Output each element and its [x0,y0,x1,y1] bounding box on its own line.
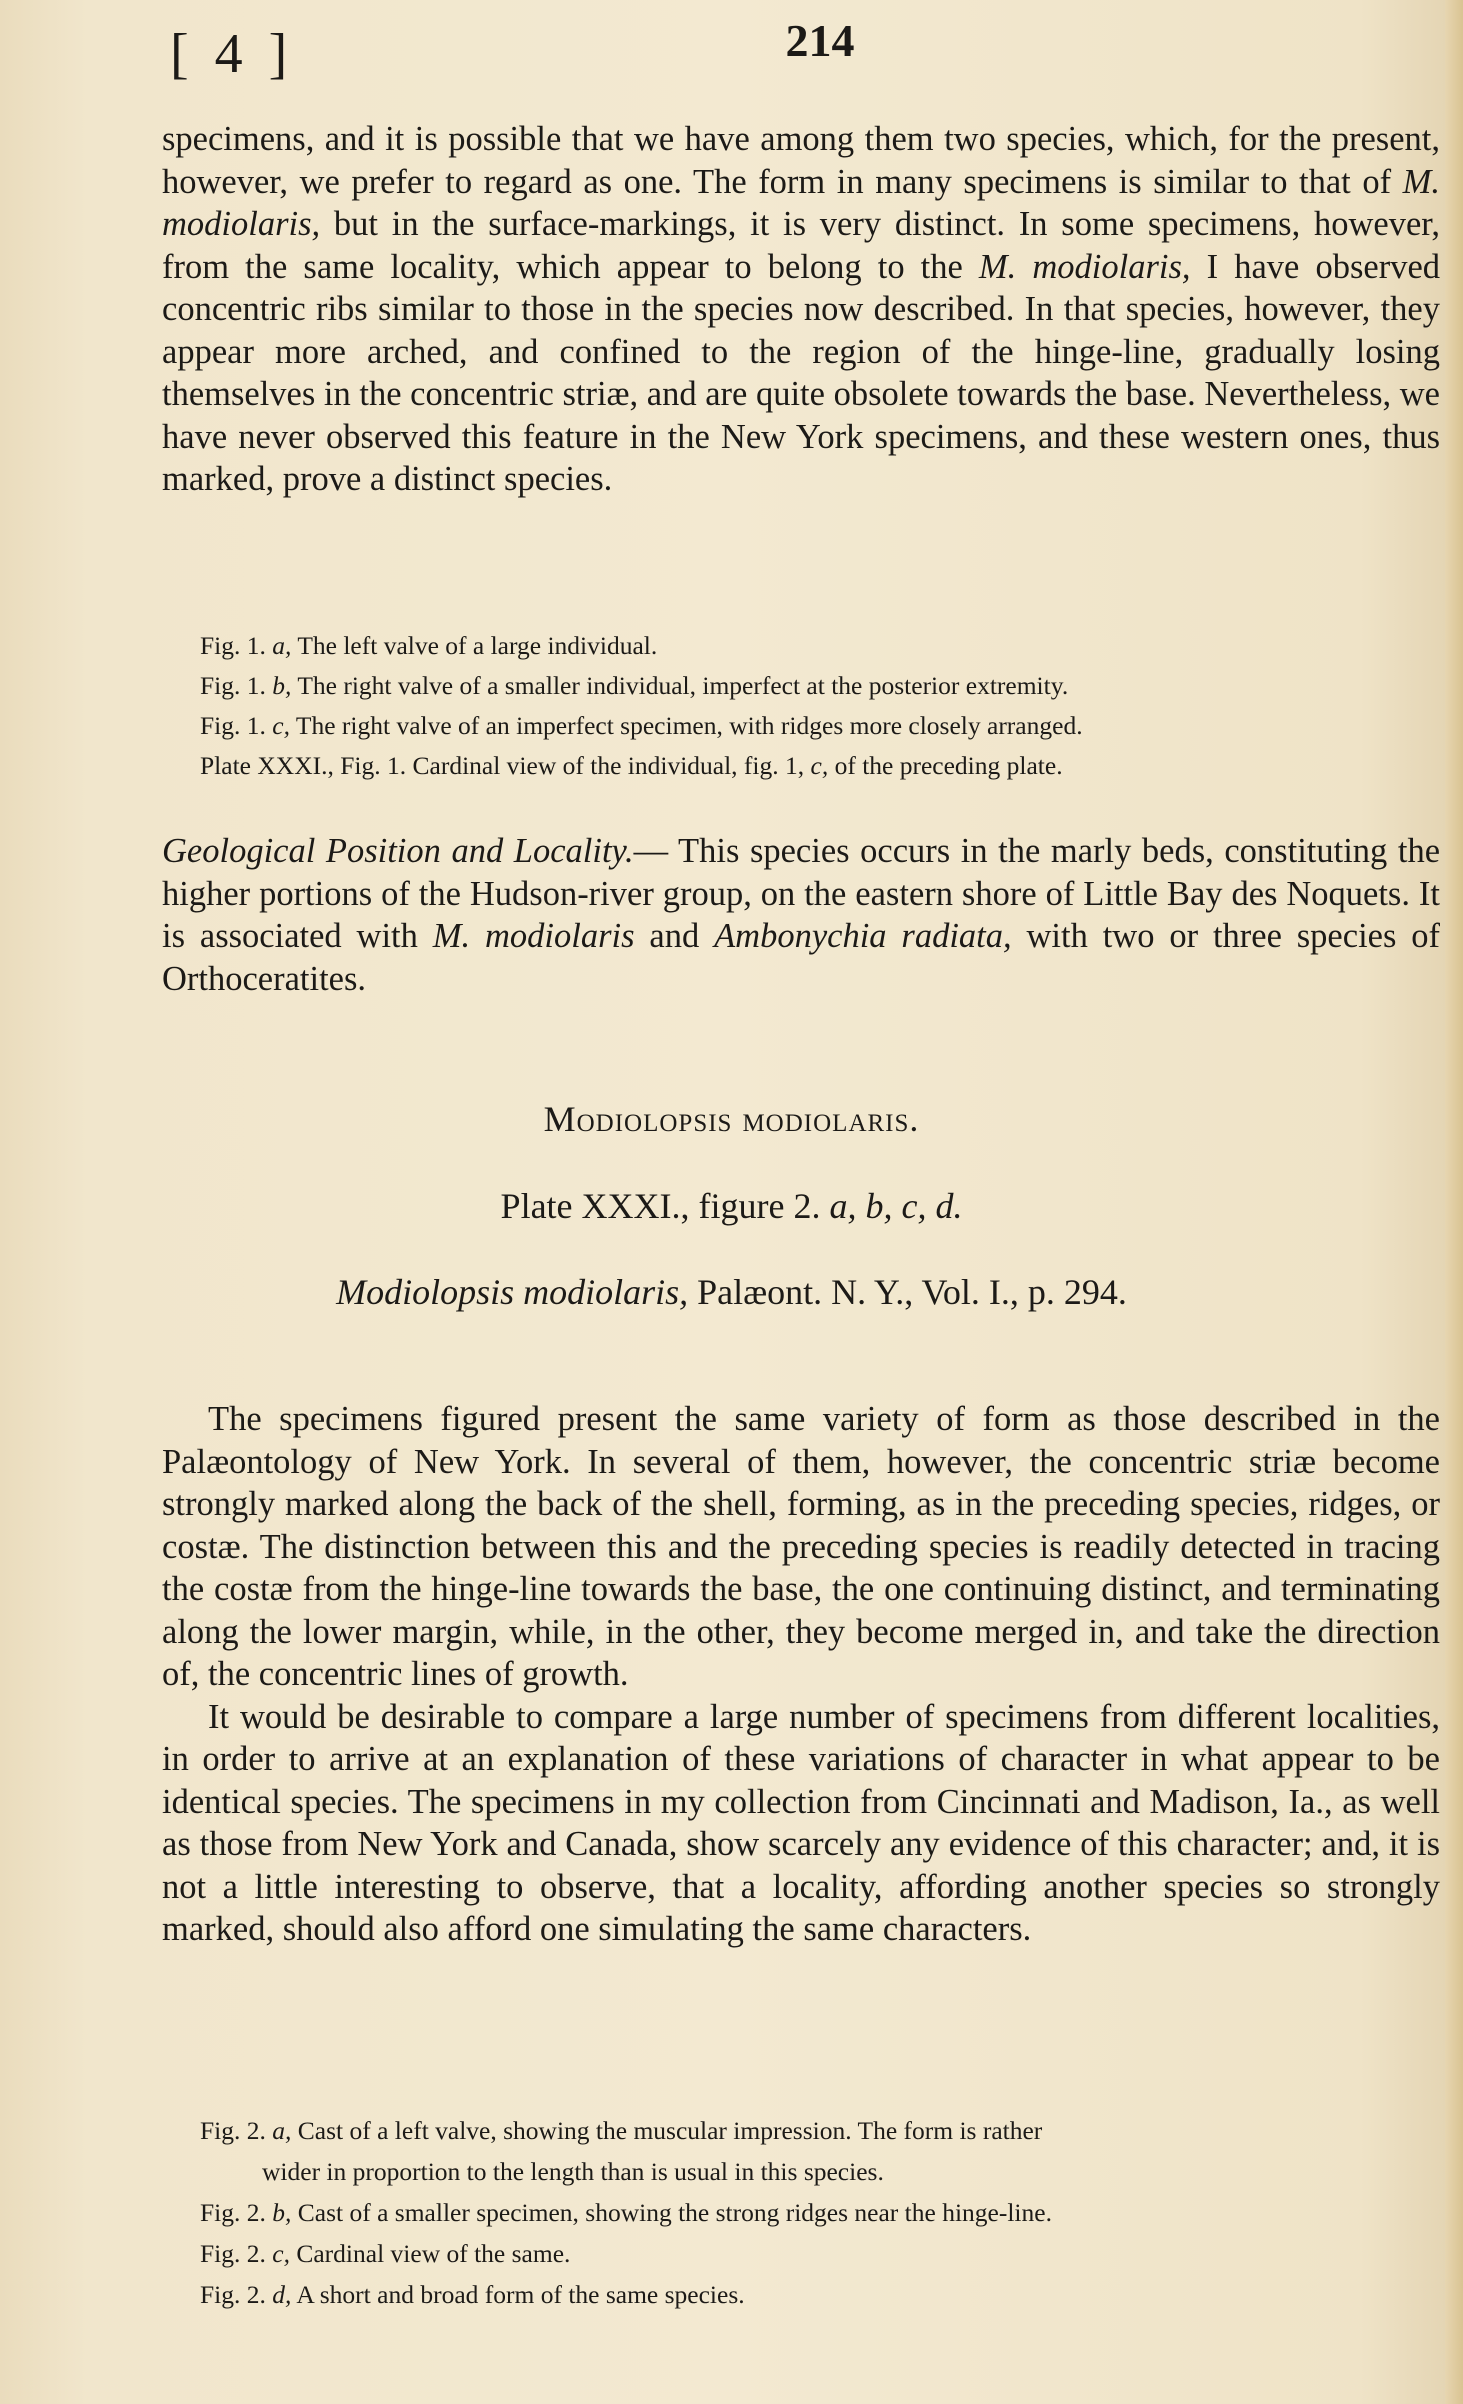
fig-text: of the preceding plate. [828,751,1063,780]
fig-letter: b, [272,671,292,700]
fig-caption [200,2233,1438,2274]
species-title: Modiolopsis modiolaris. [543,1099,920,1139]
fig-text: Cardinal view of the same. [289,2239,571,2268]
plate-reference [0,1185,1463,1227]
fig-letter: c, [810,751,829,780]
fig-caption [200,706,1438,746]
fig-text: The left valve of a large individual. [291,631,658,660]
para1-text-3: I have observed concentric ribs similar to those in the species now described. In that species, however, they appear more arched, and confined to the region of the hinge-line, gradually losing themselves in the concentric striæ, and are quite obsolete towards the base. Nevertheless, we have never observed this feature in the New York specimens, and these western ones, thus marked, prove a distinct species. [162,247,1441,498]
geo-text: — This species occurs in the marly beds, constituting the higher portions of the Hudson-river group, on the eastern shore of Little Bay des Noquets. It is associated with [162,832,1441,955]
para1-italic-2: M. modiolaris, [978,247,1191,286]
para1-italic-1: M. modiolaris, [162,162,1440,243]
paragraph-continuation [162,118,1440,501]
species-name: M. modiolaris [432,917,635,955]
description-paragraphs [162,1398,1440,1951]
synonym-name: Modiolopsis modiolaris, [336,1272,689,1312]
species-name: Ambonychia radiata, [714,917,1012,955]
fig-letter: d, [272,2280,292,2309]
fig-letter: a, [272,631,292,660]
fig-caption [200,2110,1438,2151]
fig-label: Plate XXXI., Fig. 1. [200,751,407,780]
fig-text: Cast of a left valve, showing the muscular impression. The form is rather [291,2116,1043,2145]
paragraph: The specimens figured present the same variety of form as those described in the Palæontology of New York. In several of them, however, the concentric striæ become strongly marked along the back of the shell, forming, as in the preceding species, ridges, or costæ. The distinction between this and the preceding species is readily detected in tracing the costæ from the hinge-line towards the base, the one continuing distinct, and terminating along the lower margin, while, in the other, they become merged in, and take the direction of, the concentric lines of growth. [162,1400,1440,1693]
geo-text: and [634,917,715,955]
fig-caption [200,626,1438,666]
geological-position-paragraph [162,830,1440,1000]
fig-label: Fig. 1. [200,671,266,700]
figure-captions-2 [200,2110,1438,2315]
fig-caption [200,666,1438,706]
fig-caption [200,2274,1438,2315]
fig-caption [200,2192,1438,2233]
fig-text: The right valve of a smaller individual, imperfect at the posterior extremity. [291,671,1069,700]
plate-text: Plate XXXI., figure 2. [500,1186,830,1226]
fig-text: The right valve of an imperfect specimen, with ridges more closely arranged. [289,711,1083,740]
page-number: 214 [785,15,855,66]
geo-text: with two or three species of Orthoceratites. [162,917,1440,998]
fig-label: Fig. 2. [200,2280,266,2309]
fig-caption [200,746,1438,786]
paragraph: It would be desirable to compare a large number of specimens from different localities, in order to arrive at an explanation of these variations of character in what appear to be identical species. The specimens in my collection from Cincinnati and Madison, Ia., as well as those from New York and Canada, show scarcely any evidence of this character; and, it is not a little interesting to observe, that a locality, affording another species so strongly marked, should also afford one simulating the same characters. [162,1697,1440,1948]
fig-label: Fig. 2. [200,2198,266,2227]
synonymy-reference [0,1271,1463,1313]
fig-text: Cardinal view of the individual, fig. 1, [406,751,811,780]
fig-text: A short and broad form of the same species. [291,2280,745,2309]
plate-letters: a, b, c, d. [829,1186,963,1226]
para1-text-2: but in the surface-markings, it is very distinct. In some specimens, however, from the same locality, which appear to belong to the [162,205,1440,286]
fig-letter: c, [272,711,290,740]
fig-letter: c, [272,2239,290,2268]
signature-mark: [ 4 ] [170,23,294,85]
para1-text-1: specimens, and it is possible that we have among them two species, which, for the present, however, we prefer to regard as one. The form in many specimens is similar to that of [162,120,1440,201]
fig-letter: a, [272,2116,292,2145]
fig-label: Fig. 1. [200,711,266,740]
fig-letter: b, [272,2198,292,2227]
fig-text: Cast of a smaller specimen, showing the strong ridges near the hinge-line. [291,2198,1052,2227]
fig-label: Fig. 2. [200,2116,266,2145]
section-heading: Geological Position and Locality. [162,832,634,870]
synonym-citation: Palæont. N. Y., Vol. I., p. 294. [688,1272,1127,1312]
fig-label: Fig. 2. [200,2239,266,2268]
figure-captions-1 [200,626,1438,786]
fig-label: Fig. 1. [200,631,266,660]
fig-caption-continued: wider in proportion to the length than is usual in this species. [262,2157,884,2186]
